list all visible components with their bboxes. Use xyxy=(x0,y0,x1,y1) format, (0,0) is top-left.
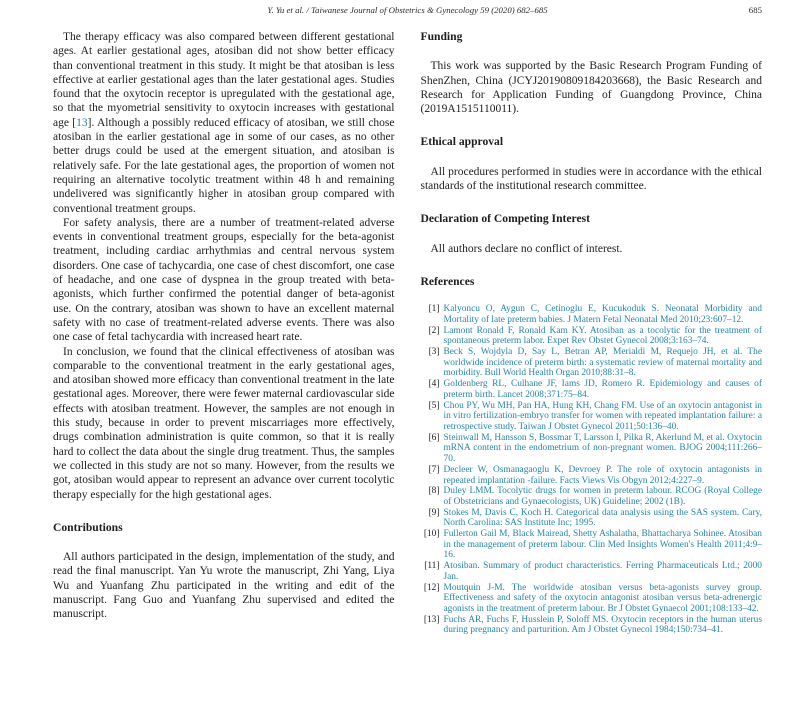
reference-number: [1] xyxy=(428,304,440,315)
reference-link[interactable]: Chou PY, Wu MH, Pan HA, Hung KH, Chang FM. Use of an oxytocin antagonist in in vitro fertilization-embryo transfer for women with repeated implantation failure: a retrospective study. Taiwan J Obstet Gynecol 2011;50:136–40. xyxy=(443,400,762,432)
reference-link[interactable]: Beck S, Wojdyla D, Say L, Betran AP, Merialdi M, Requejo JH, et al. The worldwide incidence of preterm birth: a systematic review of maternal mortality and morbidity. Bull World Health Organ 2010;88:31–8. xyxy=(443,347,762,379)
reference-link[interactable]: Kalyoncu O, Aygun C, Cetinoglu E, Kucukoduk S. Neonatal Morbidity and Mortality of late preterm babies. J Matern Fetal Neonatal Med 2010;23:607–12. xyxy=(443,304,762,325)
reference-link[interactable]: Decleer W, Osmanagaoglu K, Devroey P. The role of oxytocin antagonists in repeated implantation -failure. Facts Views Vis Obgyn 2012;4:227–9. xyxy=(443,464,762,486)
reference-link[interactable]: Atosiban. Summary of product characteristics. Ferring Pharmaceuticals Ltd.; 2000 Jan. xyxy=(443,561,762,582)
reference-link[interactable]: Fuchs AR, Fuchs F, Husslein P, Soloff MS. Oxytocin receptors in the human uterus during pregnancy and parturition. Am J Obstet Gynecol 1984;150:734–41. xyxy=(443,614,762,636)
reference-number: [3] xyxy=(428,347,440,358)
reference-item xyxy=(421,583,763,615)
running-head-citation: Y. Yu et al. / Taiwanese Journal of Obstetrics & Gynecology 59 (2020) 682–685 xyxy=(267,5,548,15)
two-column-body xyxy=(53,30,762,636)
left-column xyxy=(53,30,395,636)
paragraph-contributions: All authors participated in the design, implementation of the study, and read the final manuscript. Yan Yu wrote the manuscript, Zhi Yang, Liya Wu and Yuanfang Zhu participated in the writing and edit of the manuscript. Fang Guo and Yuanfang Zhu supervised and edited the manuscript. xyxy=(53,551,395,621)
paragraph-conclusion: In conclusion, we found that the clinical effectiveness of atosiban was comparable to the conventional treatment in the early gestational ages, and atosiban showed more efficacy than conventional treatment in the late gestational ages. Moreover, there were fewer maternal cardiovascular side effects with atosiban treatment. However, the samples are not enough in this study, because in order to prevent miscarriages more effectively, drugs combination administration is quite common, so that it is really hard to collect the data about the single drug treatment. Thus, the samples we collected in this study are not so many. However, from the results we got, atosiban would appear to represent an advance over current tocolytic therapy especially for the high gestational ages. xyxy=(53,345,395,501)
paragraph-safety-analysis: For safety analysis, there are a number of treatment-related adverse events in conventional treatment groups, especially for the beta-agonist treatment, including cardiac arrhythmias and central nervous system disorders. One case of tachycardia, one case of chest discomfort, one case of headache, and one case of dyspnea in the group treated with beta-agonists, which further confirmed the potential danger of beta-agonist use. On the contrary, atosiban was shown to have an excellent maternal safety with no case of treatment-related adverse events. There was also one case of fetal tachycardia with increased heart rate. xyxy=(53,216,395,344)
reference-number: [11] xyxy=(424,561,440,572)
reference-link[interactable]: Duley LMM. Tocolytic drugs for women in preterm labour. RCOG (Royal College of Obstetricians and Gynaecologists, UK) Guideline; 2002 (1B). xyxy=(443,486,762,507)
reference-number: [4] xyxy=(428,379,440,390)
running-head xyxy=(53,5,762,18)
reference-link[interactable]: Fullerton Gail M, Black Mairead, Shetty Ashalatha, Bhattacharya Sohinee. Atosiban in the management of preterm labour. Clin Med Insights Women's Health 2011;4:9–16. xyxy=(443,529,762,561)
reference-item xyxy=(421,433,763,465)
reference-number: [6] xyxy=(428,432,440,443)
citation-link-13[interactable]: 13 xyxy=(76,116,88,129)
paragraph-text: The therapy efficacy was also compared between different gestational ages. At earlier gestational ages, atosiban did not show better efficacy than conventional treatment in this study. It might be that atosiban is less effective at earlier gestational ages than the later gestational ages. Studies found that the oxytocin receptor is upregulated with the gestational age, so that the myometrial sensitivity to oxytocin increases with gestational age [ xyxy=(53,31,395,129)
reference-number: [12] xyxy=(423,582,440,593)
reference-link[interactable]: Lamont Ronald F, Ronald Kam KY. Atosiban as a tocolytic for the treatment of spontaneous preterm labor. Expet Rev Obstet Gynecol 2008;3:163–74. xyxy=(443,325,762,347)
reference-item xyxy=(421,615,763,636)
reference-item xyxy=(421,508,763,529)
reference-link[interactable]: Moutquin J-M. The worldwide atosiban versus beta-agonists survey group. Effectiveness and safety of the oxytocin antagonist atosiban versus beta-adrenergic agonists in the treatment of preterm labour. Br J Obstet Gynaecol 2001;108:133–42. xyxy=(443,582,762,614)
reference-link[interactable]: Goldenberg RL, Culhane JF, Iams JD, Romero R. Epidemiology and causes of preterm birth. Lancet 2008;371:75–84. xyxy=(443,379,762,400)
reference-item xyxy=(421,465,763,486)
reference-item xyxy=(421,529,763,561)
page-number: 685 xyxy=(748,5,762,15)
reference-item xyxy=(421,304,763,325)
reference-number: [10] xyxy=(423,529,440,540)
reference-item xyxy=(421,561,763,582)
reference-number: [2] xyxy=(428,325,440,336)
reference-number: [13] xyxy=(423,614,440,625)
reference-number: [8] xyxy=(428,486,440,497)
paragraph-ethical-approval: All procedures performed in studies were in accordance with the ethical standards of the institutional research committee. xyxy=(420,165,762,193)
reference-item xyxy=(421,347,763,379)
paragraph-declaration: All authors declare no conflict of interest. xyxy=(430,242,623,255)
contributions-heading: Contributions xyxy=(53,520,123,534)
ethical-approval-heading: Ethical approval xyxy=(420,135,504,149)
right-column xyxy=(421,30,763,636)
paragraph-text: ]. Although a possibly reduced efficacy of atosiban, we still chose atosiban in the earlier gestational age in some of our cases, as no other better drugs could be used at the emergent situation, and atosiban is relatively safe. For the late gestational ages, the proportion of women not requiring an alternative tocolytic treatment within 48 h and remaining undelivered was significantly higher in atosiban group compared with conventional treatment groups. xyxy=(53,116,395,215)
paragraph-funding: This work was supported by the Basic Research Program Funding of ShenZhen, China (JCYJ20190809184203668), the Basic Research and Research for Application Funding of Guangdong Province, China (2019A1515110011). xyxy=(420,60,762,116)
paragraph-therapy-efficacy xyxy=(53,30,395,216)
reference-list xyxy=(421,304,763,636)
reference-item xyxy=(421,401,763,433)
reference-link[interactable]: Stokes M, Davis C, Koch H. Categorical data analysis using the SAS system. Cary, North Carolina: SAS Institute Inc; 1995. xyxy=(443,507,762,529)
references-heading: References xyxy=(420,274,475,288)
reference-item xyxy=(421,486,763,507)
reference-number: [9] xyxy=(428,507,440,518)
reference-link[interactable]: Steinwall M, Hansson S, Bossmar T, Larsson I, Pilka R, Akerlund M, et al. Oxytocin mRNA content in the endometrium of non-pregnant women. BJOG 2004;111:266–70. xyxy=(443,432,762,465)
declaration-heading: Declaration of Competing Interest xyxy=(420,212,590,226)
reference-item xyxy=(421,379,763,400)
reference-number: [5] xyxy=(428,400,440,411)
funding-heading: Funding xyxy=(420,30,463,43)
reference-item xyxy=(421,326,763,347)
reference-number: [7] xyxy=(428,464,440,475)
